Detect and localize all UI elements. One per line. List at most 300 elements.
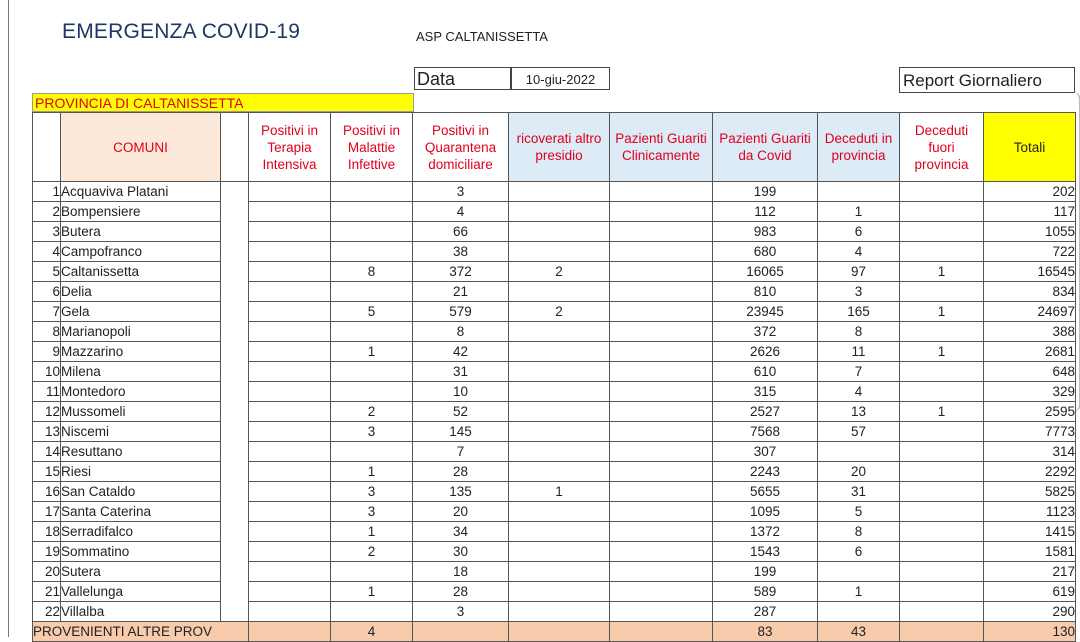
row-malattie: 2 [331,402,413,422]
row-ricoverati [509,382,610,402]
row-guariti: 1543 [713,542,818,562]
row-clinicamente [610,182,713,202]
row-deceduti-fuori [900,542,984,562]
row-comune: Marianopoli [61,322,221,342]
row-guariti: 2626 [713,342,818,362]
row-quarantena: 7 [413,442,509,462]
row-comune: Sutera [61,562,221,582]
row-quarantena: 34 [413,522,509,542]
row-quarantena: 52 [413,402,509,422]
row-quarantena: 28 [413,582,509,602]
row-totali: 1055 [984,222,1076,242]
row-deceduti-fuori [900,222,984,242]
row-guariti: 610 [713,362,818,382]
row-clinicamente [610,362,713,382]
row-index: 12 [33,402,61,422]
row-ricoverati [509,502,610,522]
row-guariti: 199 [713,182,818,202]
row-gap [221,342,249,362]
row-quarantena: 8 [413,322,509,342]
row-terapia [249,182,331,202]
row-totali: 1123 [984,502,1076,522]
row-comune: Santa Caterina [61,502,221,522]
row-totali: 619 [984,582,1076,602]
row-malattie [331,602,413,622]
table-row [33,442,1076,462]
header-totali: Totali [984,113,1076,182]
provincia-label: PROVINCIA DI CALTANISSETTA [32,93,414,112]
row-clinicamente [610,502,713,522]
row-quarantena: 135 [413,482,509,502]
row-quarantena: 20 [413,502,509,522]
row-clinicamente [610,602,713,622]
row-totali: 5825 [984,482,1076,502]
header-malattie: Positivi in Malattie Infettive [331,113,413,182]
row-malattie: 8 [331,262,413,282]
covid-table [32,112,1076,642]
row-ricoverati [509,402,610,422]
footer-label: PROVENIENTI ALTRE PROV [33,622,249,642]
row-quarantena: 3 [413,182,509,202]
row-ricoverati [509,422,610,442]
row-index: 2 [33,202,61,222]
row-deceduti-fuori [900,362,984,382]
row-index: 16 [33,482,61,502]
row-deceduti-in [818,602,900,622]
row-ricoverati [509,582,610,602]
row-deceduti-fuori: 1 [900,262,984,282]
row-deceduti-fuori [900,282,984,302]
row-guariti: 315 [713,382,818,402]
row-deceduti-in: 11 [818,342,900,362]
row-malattie: 5 [331,302,413,322]
row-deceduti-in: 20 [818,462,900,482]
row-deceduti-in: 1 [818,582,900,602]
row-index: 6 [33,282,61,302]
row-guariti: 307 [713,442,818,462]
table-row [33,522,1076,542]
row-totali: 722 [984,242,1076,262]
table-row [33,602,1076,622]
row-terapia [249,402,331,422]
table-row [33,342,1076,362]
row-totali: 117 [984,202,1076,222]
row-index: 15 [33,462,61,482]
table-row [33,562,1076,582]
row-deceduti-in [818,182,900,202]
header-ricoverati: ricoverati altro presidio [509,113,610,182]
row-gap [221,262,249,282]
row-quarantena: 145 [413,422,509,442]
row-comune: Montedoro [61,382,221,402]
row-totali: 202 [984,182,1076,202]
row-comune: Acquaviva Platani [61,182,221,202]
row-deceduti-in: 7 [818,362,900,382]
row-totali: 648 [984,362,1076,382]
row-ricoverati [509,462,610,482]
row-clinicamente [610,262,713,282]
footer-deceduti-in: 43 [818,622,900,642]
row-gap [221,242,249,262]
footer-deceduti-fuori [900,622,984,642]
row-comune: Mazzarino [61,342,221,362]
row-comune: Resuttano [61,442,221,462]
row-malattie [331,362,413,382]
row-clinicamente [610,382,713,402]
row-ricoverati: 2 [509,302,610,322]
row-quarantena: 4 [413,202,509,222]
row-clinicamente [610,542,713,562]
row-deceduti-fuori [900,562,984,582]
data-label-cell: Data [414,67,511,90]
table-row [33,182,1076,202]
row-malattie: 1 [331,522,413,542]
row-gap [221,502,249,522]
row-guariti: 7568 [713,422,818,442]
row-deceduti-in: 5 [818,502,900,522]
row-terapia [249,542,331,562]
table-row [33,502,1076,522]
row-totali: 834 [984,282,1076,302]
row-deceduti-in: 3 [818,282,900,302]
row-comune: Campofranco [61,242,221,262]
row-malattie: 3 [331,502,413,522]
row-totali: 2595 [984,402,1076,422]
row-index: 11 [33,382,61,402]
row-deceduti-in: 1 [818,202,900,222]
table-row [33,282,1076,302]
row-quarantena: 30 [413,542,509,562]
row-terapia [249,362,331,382]
row-deceduti-in: 57 [818,422,900,442]
row-terapia [249,502,331,522]
header-deceduti-in: Deceduti in provincia [818,113,900,182]
row-comune: Gela [61,302,221,322]
row-guariti: 23945 [713,302,818,322]
row-gap [221,542,249,562]
row-gap [221,322,249,342]
row-clinicamente [610,302,713,322]
row-guariti: 199 [713,562,818,582]
row-totali: 2292 [984,462,1076,482]
row-guariti: 680 [713,242,818,262]
row-malattie: 1 [331,462,413,482]
row-malattie: 3 [331,482,413,502]
row-index: 7 [33,302,61,322]
row-totali: 314 [984,442,1076,462]
row-guariti: 2527 [713,402,818,422]
row-index: 3 [33,222,61,242]
footer-ricoverati [509,622,610,642]
row-ricoverati [509,342,610,362]
row-gap [221,522,249,542]
row-totali: 16545 [984,262,1076,282]
row-gap [221,462,249,482]
row-terapia [249,482,331,502]
row-clinicamente [610,422,713,442]
row-malattie: 2 [331,542,413,562]
row-clinicamente [610,242,713,262]
table-row [33,382,1076,402]
row-index: 21 [33,582,61,602]
row-terapia [249,322,331,342]
row-gap [221,362,249,382]
row-comune: Villalba [61,602,221,622]
row-deceduti-in: 4 [818,242,900,262]
row-comune: Bompensiere [61,202,221,222]
row-ricoverati [509,442,610,462]
row-quarantena: 38 [413,242,509,262]
row-index: 20 [33,562,61,582]
row-deceduti-in: 8 [818,522,900,542]
row-ricoverati [509,522,610,542]
row-totali: 2681 [984,342,1076,362]
row-gap [221,302,249,322]
row-terapia [249,522,331,542]
header-clinicamente: Pazienti Guariti Clinicamente [610,113,713,182]
row-quarantena: 28 [413,462,509,482]
page-title: EMERGENZA COVID-19 [62,20,301,43]
table-row [33,542,1076,562]
table-row [33,302,1076,322]
date-cell: 10-giu-2022 [511,67,610,90]
row-gap [221,482,249,502]
row-ricoverati [509,322,610,342]
row-totali: 217 [984,562,1076,582]
row-malattie: 1 [331,342,413,362]
footer-row [33,622,1076,642]
table-row [33,322,1076,342]
row-index: 4 [33,242,61,262]
footer-totali: 130 [984,622,1076,642]
row-malattie [331,222,413,242]
row-clinicamente [610,582,713,602]
row-guariti: 287 [713,602,818,622]
row-gap [221,602,249,622]
header-deceduti-fuori: Deceduti fuori provincia [900,113,984,182]
row-comune: Vallelunga [61,582,221,602]
row-totali: 329 [984,382,1076,402]
row-deceduti-fuori [900,442,984,462]
row-index: 14 [33,442,61,462]
row-gap [221,422,249,442]
row-index: 22 [33,602,61,622]
table-row [33,422,1076,442]
footer-quarantena [413,622,509,642]
row-totali: 290 [984,602,1076,622]
row-clinicamente [610,322,713,342]
row-quarantena: 31 [413,362,509,382]
row-ricoverati [509,362,610,382]
row-ricoverati: 2 [509,262,610,282]
row-deceduti-fuori: 1 [900,342,984,362]
table-row [33,262,1076,282]
row-comune: San Cataldo [61,482,221,502]
row-guariti: 372 [713,322,818,342]
row-deceduti-in: 165 [818,302,900,322]
row-index: 9 [33,342,61,362]
row-deceduti-in: 97 [818,262,900,282]
row-clinicamente [610,482,713,502]
table-row [33,402,1076,422]
row-terapia [249,342,331,362]
row-malattie [331,442,413,462]
row-totali: 1415 [984,522,1076,542]
row-clinicamente [610,462,713,482]
row-terapia [249,422,331,442]
table-row [33,482,1076,502]
row-comune: Niscemi [61,422,221,442]
row-terapia [249,582,331,602]
row-guariti: 983 [713,222,818,242]
row-index: 19 [33,542,61,562]
row-guariti: 589 [713,582,818,602]
row-gap [221,382,249,402]
row-quarantena: 18 [413,562,509,582]
footer-malattie: 4 [331,622,413,642]
table-row [33,222,1076,242]
row-deceduti-fuori [900,602,984,622]
row-comune: Butera [61,222,221,242]
row-totali: 7773 [984,422,1076,442]
row-terapia [249,222,331,242]
row-index: 10 [33,362,61,382]
row-gap [221,222,249,242]
row-deceduti-fuori [900,382,984,402]
table-row [33,362,1076,382]
row-gap [221,562,249,582]
row-terapia [249,242,331,262]
row-ricoverati [509,602,610,622]
footer-clinicamente [610,622,713,642]
row-ricoverati [509,242,610,262]
row-terapia [249,442,331,462]
row-comune: Milena [61,362,221,382]
row-deceduti-in: 4 [818,382,900,402]
row-guariti: 2243 [713,462,818,482]
row-malattie [331,202,413,222]
row-guariti: 810 [713,282,818,302]
row-deceduti-in: 6 [818,542,900,562]
row-index: 8 [33,322,61,342]
row-deceduti-fuori [900,502,984,522]
row-deceduti-in [818,562,900,582]
table-row [33,462,1076,482]
row-clinicamente [610,522,713,542]
row-quarantena: 3 [413,602,509,622]
row-clinicamente [610,342,713,362]
row-deceduti-fuori: 1 [900,402,984,422]
row-gap [221,202,249,222]
row-terapia [249,262,331,282]
row-gap [221,282,249,302]
row-malattie [331,242,413,262]
row-comune: Delia [61,282,221,302]
row-malattie [331,182,413,202]
row-deceduti-in: 8 [818,322,900,342]
row-deceduti-fuori [900,522,984,542]
row-deceduti-fuori: 1 [900,302,984,322]
row-deceduti-in: 6 [818,222,900,242]
row-malattie [331,322,413,342]
row-quarantena: 66 [413,222,509,242]
row-terapia [249,602,331,622]
row-clinicamente [610,442,713,462]
row-ricoverati [509,542,610,562]
row-comune: Riesi [61,462,221,482]
row-quarantena: 372 [413,262,509,282]
row-guariti: 1372 [713,522,818,542]
row-terapia [249,562,331,582]
row-terapia [249,282,331,302]
row-totali: 1581 [984,542,1076,562]
footer-terapia [249,622,331,642]
row-deceduti-in: 31 [818,482,900,502]
row-clinicamente [610,222,713,242]
row-terapia [249,382,331,402]
row-deceduti-fuori [900,422,984,442]
row-comune: Caltanissetta [61,262,221,282]
row-ricoverati [509,182,610,202]
row-totali: 24697 [984,302,1076,322]
header-quarantena: Positivi in Quarantena domiciliare [413,113,509,182]
row-quarantena: 579 [413,302,509,322]
row-comune: Sommatino [61,542,221,562]
row-ricoverati [509,222,610,242]
row-index: 5 [33,262,61,282]
row-quarantena: 42 [413,342,509,362]
row-comune: Serradifalco [61,522,221,542]
table-row [33,202,1076,222]
row-malattie [331,282,413,302]
row-guariti: 16065 [713,262,818,282]
row-totali: 388 [984,322,1076,342]
row-malattie [331,562,413,582]
row-comune: Mussomeli [61,402,221,422]
report-label-cell: Report Giornaliero [899,67,1075,93]
table-row [33,242,1076,262]
row-gap [221,402,249,422]
header-index [33,113,61,182]
row-terapia [249,302,331,322]
row-deceduti-fuori [900,242,984,262]
row-malattie: 3 [331,422,413,442]
header-row [33,113,1076,182]
row-quarantena: 21 [413,282,509,302]
row-index: 17 [33,502,61,522]
header-blank [221,113,249,182]
row-gap [221,442,249,462]
row-index: 1 [33,182,61,202]
row-index: 18 [33,522,61,542]
row-guariti: 112 [713,202,818,222]
row-guariti: 5655 [713,482,818,502]
row-deceduti-fuori [900,322,984,342]
table-row [33,582,1076,602]
row-deceduti-in [818,442,900,462]
row-gap [221,582,249,602]
row-deceduti-fuori [900,462,984,482]
row-clinicamente [610,562,713,582]
row-deceduti-fuori [900,482,984,502]
header-comuni: COMUNI [61,113,221,182]
row-terapia [249,462,331,482]
row-ricoverati [509,562,610,582]
header-terapia: Positivi in Terapia Intensiva [249,113,331,182]
row-malattie [331,382,413,402]
asp-label: ASP CALTANISSETTA [416,29,548,44]
row-deceduti-fuori [900,582,984,602]
